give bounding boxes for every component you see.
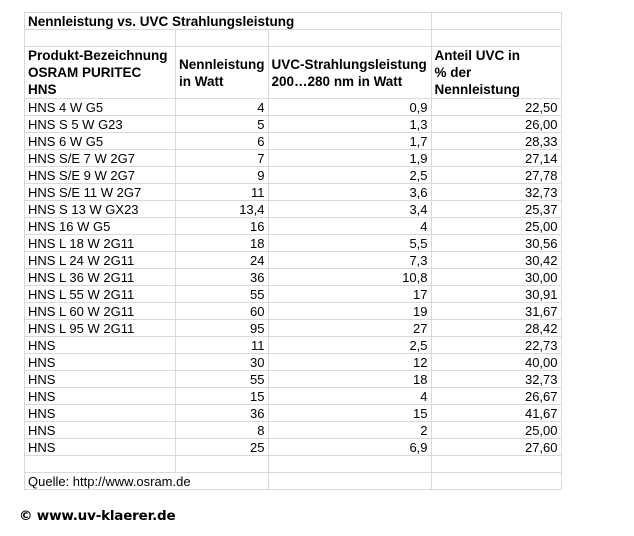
empty-cell	[431, 473, 561, 490]
product-cell: HNS L 36 W 2G11	[25, 269, 176, 286]
spreadsheet-table	[24, 12, 562, 490]
uvc-cell: 3,4	[268, 201, 431, 218]
product-cell: HNS	[25, 337, 176, 354]
table-row	[25, 388, 562, 405]
anteil-cell: 25,00	[431, 218, 561, 235]
table-row	[25, 99, 562, 116]
nennleistung-cell: 60	[176, 303, 269, 320]
table-row	[25, 286, 562, 303]
product-cell: HNS	[25, 388, 176, 405]
uvc-cell: 0,9	[268, 99, 431, 116]
product-cell: HNS	[25, 371, 176, 388]
product-cell: HNS	[25, 405, 176, 422]
uvc-cell: 2	[268, 422, 431, 439]
table-row	[25, 269, 562, 286]
table-row	[25, 371, 562, 388]
table-title: Nennleistung vs. UVC Strahlungsleistung	[25, 13, 432, 30]
anteil-cell: 28,42	[431, 320, 561, 337]
anteil-cell: 31,67	[431, 303, 561, 320]
header-uvc-line2: 200…280 nm in Watt	[271, 73, 403, 89]
header-uvc	[268, 47, 431, 99]
nennleistung-cell: 36	[176, 405, 269, 422]
nennleistung-cell: 7	[176, 150, 269, 167]
anteil-cell: 30,91	[431, 286, 561, 303]
anteil-cell: 27,78	[431, 167, 561, 184]
table-row	[25, 150, 562, 167]
product-cell: HNS S/E 9 W 2G7	[25, 167, 176, 184]
title-row	[25, 13, 562, 30]
uvc-cell: 1,9	[268, 150, 431, 167]
product-cell: HNS	[25, 422, 176, 439]
product-cell: HNS S 5 W G23	[25, 116, 176, 133]
nennleistung-cell: 36	[176, 269, 269, 286]
header-anteil-line2: % der Nennleistung	[434, 65, 521, 97]
empty-cell	[431, 30, 561, 47]
uvc-cell: 17	[268, 286, 431, 303]
table-row	[25, 252, 562, 269]
empty-cell	[176, 30, 269, 47]
nennleistung-cell: 9	[176, 167, 269, 184]
table-row	[25, 303, 562, 320]
anteil-cell: 32,73	[431, 371, 561, 388]
uvc-cell: 2,5	[268, 337, 431, 354]
header-product-line2: OSRAM PURITEC HNS	[28, 65, 142, 97]
table-row	[25, 354, 562, 371]
uvc-cell: 7,3	[268, 252, 431, 269]
table-row	[25, 116, 562, 133]
empty-cell	[268, 473, 431, 490]
nennleistung-cell: 30	[176, 354, 269, 371]
nennleistung-cell: 8	[176, 422, 269, 439]
nennleistung-cell: 95	[176, 320, 269, 337]
uvc-cell: 18	[268, 371, 431, 388]
empty-cell	[25, 456, 176, 473]
header-product-line1: Produkt-Bezeichnung	[28, 48, 168, 63]
anteil-cell: 28,33	[431, 133, 561, 150]
source-text: Quelle: http://www.osram.de	[25, 473, 269, 490]
blank-row	[25, 456, 562, 473]
anteil-cell: 25,37	[431, 201, 561, 218]
product-cell: HNS	[25, 354, 176, 371]
header-row	[25, 47, 562, 99]
table-row	[25, 167, 562, 184]
nennleistung-cell: 16	[176, 218, 269, 235]
nennleistung-cell: 25	[176, 439, 269, 456]
nennleistung-cell: 55	[176, 371, 269, 388]
table-row	[25, 439, 562, 456]
empty-cell	[431, 456, 561, 473]
anteil-cell: 27,60	[431, 439, 561, 456]
anteil-cell: 40,00	[431, 354, 561, 371]
blank-row	[25, 30, 562, 47]
nennleistung-cell: 11	[176, 184, 269, 201]
uvc-cell: 15	[268, 405, 431, 422]
product-cell: HNS L 55 W 2G11	[25, 286, 176, 303]
product-cell: HNS 6 W G5	[25, 133, 176, 150]
product-cell: HNS L 24 W 2G11	[25, 252, 176, 269]
product-cell: HNS S 13 W GX23	[25, 201, 176, 218]
uvc-cell: 4	[268, 388, 431, 405]
header-anteil	[431, 47, 561, 99]
table-row	[25, 422, 562, 439]
header-product	[25, 47, 176, 99]
empty-cell	[268, 30, 431, 47]
table-row	[25, 405, 562, 422]
uvc-cell: 10,8	[268, 269, 431, 286]
anteil-cell: 30,42	[431, 252, 561, 269]
uvc-cell: 1,7	[268, 133, 431, 150]
anteil-cell: 32,73	[431, 184, 561, 201]
anteil-cell: 27,14	[431, 150, 561, 167]
nennleistung-cell: 6	[176, 133, 269, 150]
anteil-cell: 26,00	[431, 116, 561, 133]
uvc-cell: 2,5	[268, 167, 431, 184]
nennleistung-cell: 11	[176, 337, 269, 354]
nennleistung-cell: 5	[176, 116, 269, 133]
product-cell: HNS S/E 7 W 2G7	[25, 150, 176, 167]
anteil-cell: 30,56	[431, 235, 561, 252]
table-row	[25, 235, 562, 252]
nennleistung-cell: 18	[176, 235, 269, 252]
table-row	[25, 337, 562, 354]
nennleistung-cell: 13,4	[176, 201, 269, 218]
anteil-cell: 22,50	[431, 99, 561, 116]
nennleistung-cell: 4	[176, 99, 269, 116]
header-nennleistung	[176, 47, 269, 99]
nennleistung-cell: 24	[176, 252, 269, 269]
source-row	[25, 473, 562, 490]
empty-cell	[25, 30, 176, 47]
empty-cell	[268, 456, 431, 473]
table-row	[25, 201, 562, 218]
product-cell: HNS	[25, 439, 176, 456]
table-row	[25, 184, 562, 201]
header-anteil-line1: Anteil UVC in	[434, 48, 521, 63]
product-cell: HNS L 60 W 2G11	[25, 303, 176, 320]
product-cell: HNS L 18 W 2G11	[25, 235, 176, 252]
nennleistung-cell: 55	[176, 286, 269, 303]
header-uvc-line1: UVC-Strahlungsleistung	[271, 56, 427, 72]
uvc-cell: 5,5	[268, 235, 431, 252]
anteil-cell: 25,00	[431, 422, 561, 439]
table-row	[25, 218, 562, 235]
nennleistung-cell: 15	[176, 388, 269, 405]
uvc-cell: 27	[268, 320, 431, 337]
anteil-cell: 30,00	[431, 269, 561, 286]
header-nennleistung-line2: in Watt	[179, 73, 224, 89]
empty-cell	[431, 13, 561, 30]
table-row	[25, 320, 562, 337]
uvc-cell: 4	[268, 218, 431, 235]
uvc-cell: 3,6	[268, 184, 431, 201]
product-cell: HNS S/E 11 W 2G7	[25, 184, 176, 201]
uvc-cell: 19	[268, 303, 431, 320]
anteil-cell: 41,67	[431, 405, 561, 422]
empty-cell	[176, 456, 269, 473]
uvc-cell: 12	[268, 354, 431, 371]
anteil-cell: 22,73	[431, 337, 561, 354]
copyright-footer: © www.uv-klaerer.de	[19, 508, 176, 524]
anteil-cell: 26,67	[431, 388, 561, 405]
product-cell: HNS L 95 W 2G11	[25, 320, 176, 337]
uvc-cell: 1,3	[268, 116, 431, 133]
product-cell: HNS 4 W G5	[25, 99, 176, 116]
uvc-cell: 6,9	[268, 439, 431, 456]
product-cell: HNS 16 W G5	[25, 218, 176, 235]
table-row	[25, 133, 562, 150]
header-nennleistung-line1: Nennleistung	[179, 56, 265, 72]
